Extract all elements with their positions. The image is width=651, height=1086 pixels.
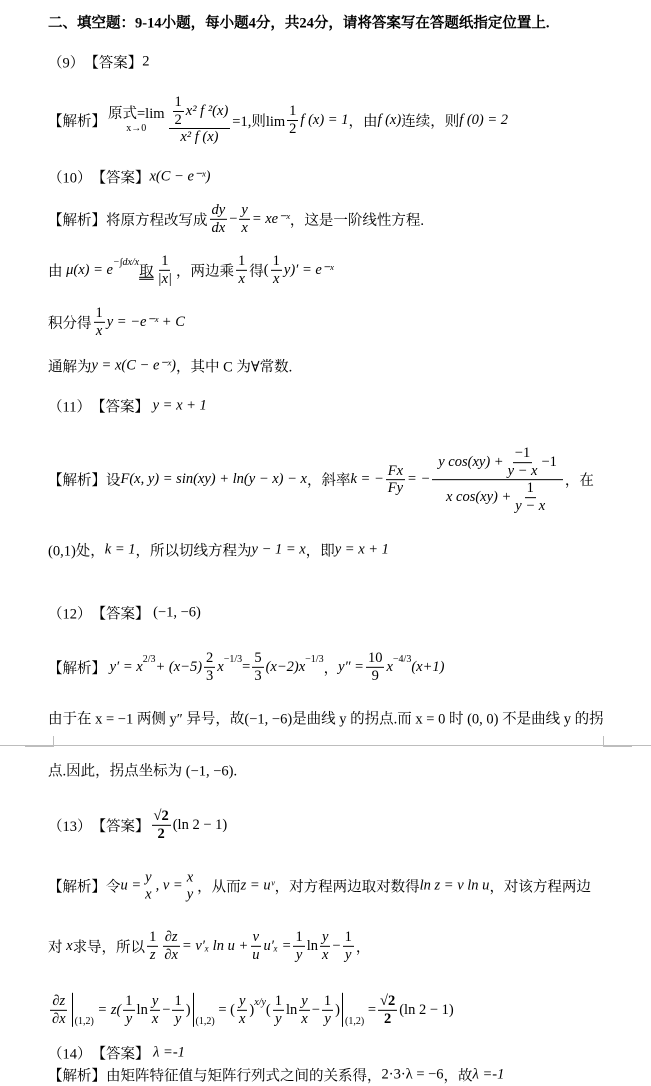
d: x — [241, 219, 248, 236]
d: y — [125, 1010, 133, 1027]
analysis-label: 【解析】 — [48, 660, 106, 677]
frac — [152, 808, 171, 842]
expr: z = uᵛ — [240, 877, 275, 894]
d: 3 — [254, 667, 262, 684]
frac — [237, 993, 247, 1027]
expr: (ln 2 − 1) — [399, 1001, 454, 1018]
expr: f (x) = 1 — [300, 111, 349, 128]
q9-answer — [48, 52, 150, 73]
d: y — [275, 1010, 282, 1027]
limit — [108, 106, 165, 134]
text: 令 — [106, 879, 121, 896]
n: x — [186, 869, 194, 886]
frac — [236, 253, 247, 287]
n: 1 — [295, 928, 303, 945]
q12-analysis — [48, 650, 444, 684]
q-number: （14） — [48, 1046, 92, 1063]
t: y cos(xy) + — [438, 453, 504, 470]
n: 10 — [367, 649, 383, 666]
d: x — [145, 886, 152, 902]
d: x — [321, 946, 329, 963]
n: 5 — [254, 649, 262, 666]
n: y — [241, 201, 248, 218]
d: x — [238, 270, 245, 287]
ln: ln — [306, 937, 318, 954]
expr: λ =-1 — [472, 1066, 505, 1083]
d: 2 — [383, 1010, 392, 1027]
q13-answer — [48, 808, 227, 842]
text: 得 — [249, 263, 264, 280]
page-corner-mark — [603, 736, 632, 747]
t: −1 — [541, 453, 557, 470]
answer-value: 2 — [142, 53, 150, 70]
expr: ln z = v ln u — [419, 877, 490, 894]
q11-answer — [48, 396, 207, 417]
q-number: （9） — [48, 55, 85, 72]
frac — [378, 993, 397, 1027]
frac — [252, 650, 263, 684]
op: ) — [335, 1001, 341, 1018]
analysis-label: 【解析】 — [48, 473, 106, 490]
expr: y = x(C − e⁻ˣ) — [91, 357, 176, 374]
answer-label: 【答案】 — [84, 55, 143, 72]
answer-label: 【答案】 — [91, 606, 150, 623]
n: dy — [211, 201, 226, 218]
lim-text: 原式=lim — [108, 105, 165, 122]
section-header: 二、填空题：9-14小题，每小题4分，共24分，请将答案写在答题纸指定位置上. — [48, 15, 550, 32]
n: 1 — [272, 252, 280, 269]
expr: 2·3·λ = −6 — [381, 1066, 444, 1083]
eval-point: (1,2) — [345, 1016, 365, 1028]
op: = — [367, 1001, 376, 1018]
q12-analysis-3: 点.因此，拐点坐标为 (−1, −6). — [48, 763, 238, 780]
expr: u = — [120, 877, 142, 894]
frac — [150, 993, 160, 1027]
frac — [322, 993, 333, 1027]
op: = ( — [218, 1001, 235, 1018]
n: 1 — [238, 252, 246, 269]
frac — [293, 929, 304, 963]
text: ，这是一阶线性方程. — [289, 212, 424, 229]
n: 1 — [289, 102, 297, 119]
n: 1 — [149, 928, 157, 945]
expr: μ(x) = e — [66, 261, 113, 278]
eval-bar — [72, 993, 73, 1027]
text: ，故 — [443, 1068, 473, 1085]
d: dx — [211, 219, 226, 236]
d: 2 — [289, 120, 297, 137]
answer-value: y = x + 1 — [152, 397, 207, 414]
text: 由 — [48, 263, 63, 280]
op: ) — [185, 1001, 191, 1018]
n: 1 — [274, 992, 283, 1009]
q14-analysis — [48, 1065, 504, 1086]
expr: u′ₓ = — [263, 937, 292, 954]
text: ， — [323, 660, 339, 677]
q10-analysis-3 — [48, 305, 185, 339]
q13-analysis-1 — [48, 869, 591, 902]
x: x — [217, 658, 224, 675]
text: ， — [355, 939, 371, 956]
q10-analysis-2 — [48, 253, 334, 287]
frac — [299, 993, 309, 1027]
frac — [343, 929, 354, 963]
text: (0,1)处， — [48, 543, 105, 560]
d: y — [295, 946, 303, 963]
text: ，所以切线方程为 — [135, 543, 252, 560]
text: ，从而 — [197, 879, 241, 896]
expr: , v = — [155, 877, 183, 894]
text: ，对方程两边取对数得 — [274, 879, 420, 896]
frac — [94, 305, 105, 339]
dydx — [210, 202, 228, 236]
eval-bar — [342, 993, 343, 1027]
expr: = v′ₓ ln u + — [181, 937, 249, 954]
frac — [366, 650, 385, 684]
d: x — [273, 270, 280, 287]
exp: −1/3 — [223, 654, 243, 665]
d: 9 — [371, 667, 379, 684]
analysis-label: 【解析】 — [48, 113, 106, 130]
frac — [156, 253, 174, 287]
n: 1 — [323, 992, 332, 1009]
text: 连续，则 — [401, 113, 460, 130]
q11-analysis-2 — [48, 540, 389, 561]
q-number: （12） — [48, 606, 92, 623]
text: 取 — [139, 263, 154, 280]
n: ∂z — [52, 992, 66, 1009]
text: ，其中 C 为∀常数. — [175, 359, 293, 376]
fraction — [169, 94, 231, 146]
text: 设 — [106, 473, 121, 490]
n: y — [145, 869, 152, 886]
page-break — [0, 745, 651, 746]
d: y — [174, 1010, 182, 1027]
answer-label: 【答案】 — [91, 170, 150, 187]
d: y — [186, 886, 194, 902]
n: v — [252, 928, 260, 945]
n: √2 — [380, 992, 396, 1009]
q12-answer — [48, 603, 201, 624]
t: x cos(xy) + — [445, 489, 512, 506]
text: ，两边乘 — [176, 263, 235, 280]
expr: F(x, y) = sin(xy) + ln(y − x) − x — [120, 471, 307, 488]
q-number: （13） — [48, 818, 92, 835]
n: √2 — [153, 807, 169, 824]
d: z — [149, 946, 156, 963]
analysis-label: 【解析】 — [48, 1068, 106, 1085]
n: 2 — [206, 649, 214, 666]
expr: k = 1 — [104, 541, 136, 558]
answer-value: (ln 2 − 1) — [172, 816, 228, 833]
text: 对 — [48, 939, 63, 956]
analysis-label: 【解析】 — [48, 212, 106, 229]
answer-label: 【答案】 — [91, 818, 150, 835]
answer-value: x(C − e⁻ˣ) — [149, 168, 211, 185]
d: x — [238, 1010, 246, 1027]
x: x — [66, 937, 73, 954]
expr: y)′ = e⁻ˣ — [283, 261, 334, 278]
frac — [250, 929, 261, 963]
d: x — [301, 1010, 308, 1027]
expr: (x−2)x — [265, 658, 306, 675]
q10-analysis-1 — [48, 202, 424, 236]
expr: y″ = — [338, 658, 364, 675]
expr: = z( — [97, 1001, 122, 1018]
den-expr: x² f (x) — [180, 129, 219, 146]
expr: y = −e⁻ˣ + C — [106, 313, 185, 330]
frac — [123, 993, 134, 1027]
frac — [185, 869, 195, 902]
eval-point: (1,2) — [195, 1016, 215, 1028]
d: y — [345, 946, 352, 963]
n: 1 — [125, 992, 133, 1009]
f — [513, 481, 547, 515]
expr: f (x) — [377, 111, 402, 128]
answer-value: λ =-1 — [153, 1044, 185, 1061]
d: 2 — [157, 825, 165, 842]
expr: (x+1) — [411, 658, 445, 675]
num-expr: x² f ²(x) — [185, 102, 229, 119]
mid-text: =1,则lim — [232, 113, 286, 130]
answer-label: 【答案】 — [90, 399, 149, 416]
expr: y = x + 1 — [334, 541, 389, 558]
text: 将原方程改写成 — [106, 212, 208, 229]
op: ) — [249, 1001, 255, 1018]
eval-bar — [193, 993, 194, 1027]
text: 求导，所以 — [72, 939, 146, 956]
q13-analysis-2 — [48, 929, 370, 963]
exp: −4/3 — [392, 654, 412, 665]
yx — [239, 202, 249, 236]
ln: ln — [136, 1001, 148, 1018]
exp: 2/3 — [142, 654, 156, 665]
op: ( — [263, 261, 269, 278]
frac — [143, 869, 153, 902]
d: ∂x — [164, 946, 178, 963]
q-number: （10） — [48, 170, 92, 187]
d: y − x — [515, 498, 546, 515]
text: 积分得 — [48, 315, 92, 332]
q10-answer — [48, 167, 210, 188]
frac — [147, 929, 158, 963]
q-number: （11） — [48, 399, 91, 416]
x: x — [386, 658, 393, 675]
frac — [204, 650, 215, 684]
frac — [162, 929, 180, 963]
n: 1 — [526, 480, 534, 497]
text: ，斜率 — [306, 473, 351, 490]
expr: f (0) = 2 — [459, 111, 509, 128]
q10-analysis-4 — [48, 356, 292, 377]
frac — [271, 253, 282, 287]
d: ∂x — [52, 1010, 66, 1027]
d: Fy — [387, 480, 404, 497]
op: − — [311, 1001, 320, 1018]
op: − — [162, 1001, 171, 1018]
op: = — [242, 658, 251, 675]
big-frac — [432, 445, 563, 515]
d: y — [324, 1010, 331, 1027]
frac — [50, 993, 68, 1027]
n: y — [151, 992, 159, 1009]
d: 2 — [174, 111, 182, 128]
d: x — [151, 1010, 159, 1027]
d: u — [252, 946, 260, 963]
ln: ln — [286, 1001, 298, 1018]
expr: + (x−5) — [155, 658, 203, 675]
n: 1 — [344, 928, 352, 945]
page-corner-mark — [25, 736, 54, 747]
q13-analysis-3 — [48, 993, 454, 1027]
d: 3 — [206, 667, 214, 684]
frac — [386, 463, 405, 497]
frac — [320, 929, 330, 963]
n: y — [321, 928, 329, 945]
n: 1 — [174, 93, 182, 110]
lim-sub: x→0 — [126, 122, 147, 134]
exp: x/y — [254, 997, 266, 1008]
half2 — [287, 103, 298, 137]
d: y − x — [507, 462, 538, 479]
answer-label: 【答案】 — [91, 1046, 150, 1063]
q11-analysis-1 — [48, 445, 594, 515]
frac — [273, 993, 284, 1027]
n: 1 — [161, 252, 169, 269]
f — [506, 445, 540, 479]
exponent: −∫dx/x — [112, 257, 140, 268]
expr: k = − — [350, 471, 384, 488]
expr: y′ = x — [109, 658, 143, 675]
text: 通解为 — [48, 359, 92, 376]
n: Fx — [387, 462, 404, 479]
exp: −1/3 — [305, 654, 324, 665]
n: 1 — [174, 992, 182, 1009]
q12-analysis-2: 由于在 x = −1 两侧 y″ 异号，故(−1, −6)是曲线 y 的拐点.而 x = 0 时 (0, 0) 不是曲线 y 的拐 — [48, 711, 604, 728]
half — [173, 94, 184, 128]
op: − — [332, 937, 341, 954]
text: ，对该方程两边 — [489, 879, 591, 896]
d: x — [95, 322, 103, 339]
op: − — [229, 210, 238, 227]
expr: = xe⁻ˣ — [251, 210, 290, 227]
text: ，由 — [348, 113, 378, 130]
op: ( — [265, 1001, 271, 1018]
q9-analysis — [48, 94, 508, 146]
n: −1 — [514, 445, 531, 462]
text: ，在 — [564, 473, 594, 490]
analysis-label: 【解析】 — [48, 879, 106, 896]
text: ，即 — [305, 543, 335, 560]
q14-answer — [48, 1043, 185, 1064]
expr: y − 1 = x — [251, 541, 306, 558]
n: y — [238, 992, 246, 1009]
n: y — [301, 992, 308, 1009]
n: ∂z — [164, 928, 178, 945]
text: 由矩阵特征值与矩阵行列式之间的关系得， — [106, 1068, 382, 1085]
frac — [172, 993, 183, 1027]
answer-value: (−1, −6) — [153, 604, 201, 621]
op: = − — [407, 471, 431, 488]
n: 1 — [95, 304, 103, 321]
eval-point: (1,2) — [74, 1016, 94, 1028]
d: |x| — [157, 270, 173, 287]
